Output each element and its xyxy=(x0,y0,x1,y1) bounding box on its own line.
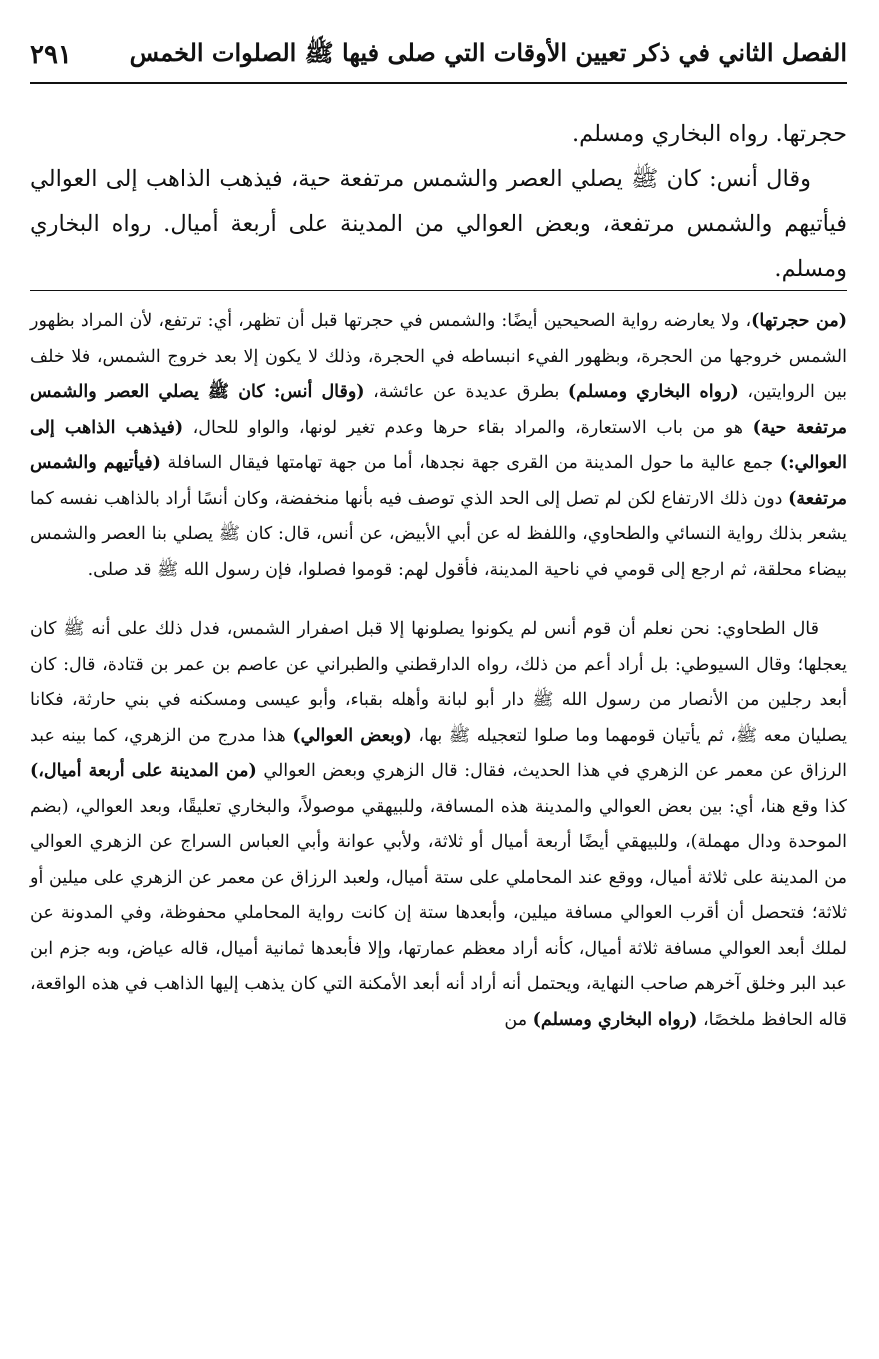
chapter-title: الفصل الثاني في ذكر تعيين الأوقات التي صلى فيها ﷺ الصلوات الخمس xyxy=(129,37,847,67)
bold-quote-segment: (رواه البخاري ومسلم) xyxy=(532,1009,698,1030)
commentary-segment: هو من باب الاستعارة، والمراد بقاء حرها وعدم تغير لونها، والواو للحال، xyxy=(183,417,753,438)
bold-quote-segment: (رواه البخاري ومسلم) xyxy=(567,382,739,402)
commentary-segment: هذا مدرج من الزهري، كما بينه عبد الرزاق عن معمر عن الزهري في هذا الحديث، فقال: قال الزهري وبعض العوالي xyxy=(30,725,847,781)
commentary-segment: من xyxy=(504,1009,533,1030)
running-header xyxy=(30,28,847,84)
commentary-paragraph-2 xyxy=(30,612,847,1038)
bold-quote-segment: (من حجرتها) xyxy=(751,311,847,331)
commentary-segment: دون ذلك الارتفاع لكن لم تصل إلى الحد الذي توصف فيه بأنها منخفضة، وكان أنسًا أراد بالذاهب نفسه كما يشعر بذلك رواية النسائي والطحاوي، واللفظ له عن أبي الأبيض، عن أنس، قال: كان ﷺ يصلي بنا العصر والشمس بيضاء محلقة، ثم ارجع إلى قومي في ناحية المدينة، فأقول لهم: قوموا فصلوا، فإن رسول الله ﷺ قد صلى. xyxy=(30,488,847,580)
commentary-segment: جمع عالية ما حول المدينة من القرى جهة نجدها، أما من جهة تهامتها فيقال السافلة xyxy=(160,453,780,473)
hadith-text xyxy=(30,112,847,292)
commentary-paragraph-1 xyxy=(30,304,847,588)
bold-quote-segment: (فيأتيهم والشمس مرتفعة) xyxy=(30,453,847,509)
commentary-segment: كذا وقع هنا، أي: بين بعض العوالي والمدينة هذه المسافة، وللبيهقي موصولاً، والبخاري تعليقًا، وبعد العوالي، (بضم الموحدة ودال مهملة)، وللبيهقي أيضًا أربعة أميال أو ثلاثة، ولأبي عوانة وأبي العباس السراج عن الزهري العوالي من المدينة على ثلاثة أميال، ووقع عند المحاملي على ستة أميال، ولعبد الرزاق عن معمر عن الزهري على ميلين أو ثلاثة؛ فتحصل أن أقرب العوالي مسافة ميلين، وأبعدها ستة إن كانت رواية المحاملي محفوظة، وفي المدونة عن لملك أبعد العوالي مسافة ثلاثة أميال، كأنه أراد معظم عمارتها، وإلا فأبعدها ثمانية أميال، قاله عياض، وبه جزم ابن عبد البر وخلق آخرهم صاحب النهاية، ويحتمل أنه أراد أنه أبعد الأمكنة التي كان يذهب إليها الذاهب في هذه الواقعة، قاله الحافظ ملخصًا، xyxy=(30,796,847,1030)
commentary-divider xyxy=(30,290,847,291)
bold-quote-segment: (فيذهب الذاهب إلى العوالي:) xyxy=(30,417,847,473)
bold-quote-segment: (وبعض العوالي) xyxy=(292,725,412,746)
page-number: ٢٩١ xyxy=(30,40,72,70)
bold-quote-segment: (وقال أنس: كان ﷺ يصلي العصر والشمس مرتفعة حية) xyxy=(30,382,847,438)
hadith-line-1: حجرتها. رواه البخاري ومسلم. xyxy=(571,121,847,147)
bold-quote-segment: (من المدينة على أربعة أميال،) xyxy=(30,761,257,781)
commentary-segment: ، ولا يعارضه رواية الصحيحين أيضًا: والشمس في حجرتها قبل أن تظهر، أي: ترتفع، لأن المراد بظهور الشمس خروجها من الحجرة، وبظهور الفيء انبساطه في الحجرة، وذلك لا يكون إلا بعد خروج الشمس، فلا خلف بين الروايتين، xyxy=(30,311,847,402)
commentary-segment: قال الطحاوي: نحن نعلم أن قوم أنس لم يكونوا يصلونها إلا قبل اصفرار الشمس، فدل ذلك على أنه ﷺ كان يعجلها؛ وقال السيوطي: بل أراد أعم من ذلك، رواه الدارقطني والطبراني عن عاصم بن عمر بن قتادة، قال: كان أبعد رجلين من الأنصار من رسول الله ﷺ دار أبو لبانة وأهله بقباء، وأبو عيسى ومسكنه في بني حارثة، فكانا يصليان معه ﷺ، ثم يأتيان قومهما وما صلوا لتعجيله ﷺ بها، xyxy=(30,619,847,746)
commentary-segment: بطرق عديدة عن عائشة، xyxy=(364,382,568,402)
commentary-text xyxy=(30,304,847,1038)
hadith-paragraph-anas: وقال أنس: كان ﷺ يصلي العصر والشمس مرتفعة حية، فيذهب الذاهب إلى العوالي فيأتيهم والشمس مرتفعة، وبعض العوالي من المدينة على أربعة أميال. رواه البخاري ومسلم. xyxy=(30,166,847,282)
